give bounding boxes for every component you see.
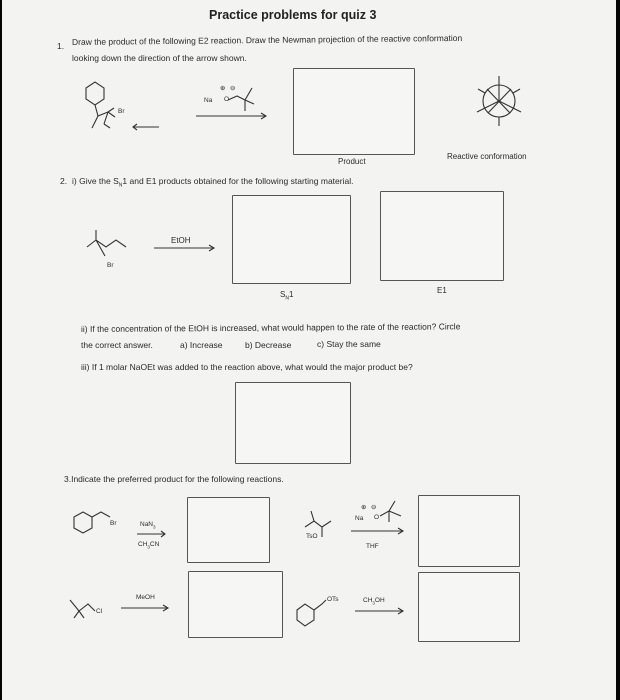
q3-r2-tso: TsO xyxy=(306,533,318,540)
q1-br-label: Br xyxy=(118,108,125,115)
q3-r4-answer-box[interactable] xyxy=(418,572,520,642)
q3-r1-br: Br xyxy=(110,520,117,527)
q3-r1-solvent: $CH_3CN$ xyxy=(138,541,160,550)
q1-charge-minus: ⊖ xyxy=(230,85,236,92)
q3-r4-reagent: $CH_3OH$ xyxy=(363,597,385,606)
q2-reagent: EtOH xyxy=(171,236,191,245)
q2-part-ii-line2: the correct answer. xyxy=(81,340,153,350)
q2-option-c[interactable]: c) Stay the same xyxy=(317,339,381,349)
q1-prompt-line1: Draw the product of the following E2 reaction. Draw the Newman projection of the reactive conformation xyxy=(71,32,463,47)
q2-part-iii: iii) If 1 molar NaOEt was added to the reaction above, what would the major product be? xyxy=(81,362,413,372)
q2-part-i: i) Give the $S_N1$ and E1 products obtained for the following starting material. xyxy=(72,176,354,189)
q1-product-answer-box[interactable] xyxy=(293,68,415,155)
q3-r3-answer-box[interactable] xyxy=(188,571,283,638)
q1-product-label: Product xyxy=(338,157,366,166)
q2-e1-label: E1 xyxy=(437,286,447,295)
q3-r3-reagent: MeOH xyxy=(136,594,155,601)
q2-option-b[interactable]: b) Decrease xyxy=(245,340,292,350)
q1-number: 1. xyxy=(57,41,65,51)
q3-r2-na: Na xyxy=(355,515,364,522)
q2-part-ii-line1: ii) If the concentration of the EtOH is increased, what would happen to the rate of the reaction? Circle xyxy=(80,321,461,334)
q1-charge-plus: ⊕ xyxy=(220,85,226,92)
q2-sn1-label: $S_N1$ xyxy=(280,290,294,302)
q1-reagent-na: Na xyxy=(204,97,213,104)
q1-conformation-label: Reactive conformation xyxy=(447,152,527,161)
q2-e1-answer-box[interactable] xyxy=(380,191,504,281)
q3-r1-reagent: NaN$_3$ xyxy=(140,521,156,530)
q1-reagent-o: O xyxy=(224,96,230,103)
q3-r2-solvent: THF xyxy=(366,543,379,550)
q2-option-a[interactable]: a) Increase xyxy=(180,340,223,350)
q3-r1-answer-box[interactable] xyxy=(187,497,270,563)
q2-naoet-answer-box[interactable] xyxy=(235,382,351,464)
q1-prompt-line2: looking down the direction of the arrow shown. xyxy=(72,53,247,63)
page-title: Practice problems for quiz 3 xyxy=(209,8,377,22)
q3-r4-ots: OTs xyxy=(327,596,339,603)
q2-br-label: Br xyxy=(107,262,114,269)
q3-r2-charge-minus: ⊖ xyxy=(371,504,377,511)
q2-sn1-answer-box[interactable] xyxy=(232,195,351,284)
q3-r2-o: O xyxy=(374,514,380,521)
q3-r2-charge-plus: ⊕ xyxy=(361,504,367,511)
q3-heading: 3.Indicate the preferred product for the following reactions. xyxy=(64,474,284,484)
q3-r3-cl: Cl xyxy=(96,608,103,615)
q3-r2-answer-box[interactable] xyxy=(418,495,520,567)
q2-number: 2. xyxy=(60,176,68,186)
